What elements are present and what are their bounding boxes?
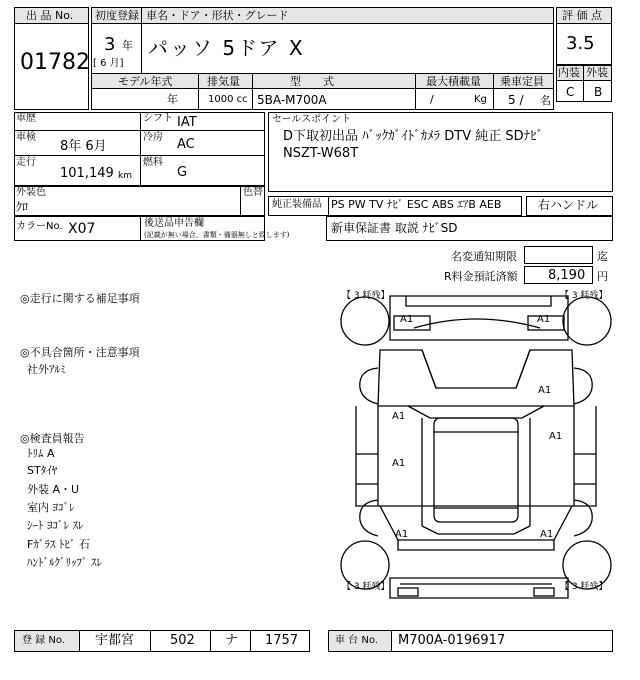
- inspector-item: ﾄﾘﾑ A: [27, 447, 55, 460]
- reg-place: 宇都宮: [95, 633, 135, 648]
- reg-class: 502: [170, 633, 195, 648]
- post-report-label: 後送品申告欄: [144, 218, 204, 229]
- first-reg-label: 初度登録: [95, 9, 139, 22]
- model-label: 型 式: [290, 75, 334, 88]
- inspector-title: ◎検査員報告: [20, 432, 85, 445]
- inspector-item: ﾊﾝﾄﾞﾙｸﾞﾘｯﾌﾟ ｽﾚ: [27, 556, 102, 569]
- exterior-grade: B: [594, 85, 603, 99]
- inspector-item: STﾀｲﾔ: [27, 464, 58, 477]
- tire-depth-front-right: 【 3 粍残】: [560, 291, 608, 301]
- capacity-unit: 名: [540, 94, 551, 107]
- damage-mark: A1: [549, 431, 563, 442]
- car-name: パッソ 5ドア X: [148, 36, 305, 60]
- interior-label: 内装: [558, 66, 580, 79]
- recycle-value: 8,190: [548, 268, 586, 283]
- exterior-label: 外装: [586, 66, 608, 79]
- year-unit: 年: [122, 39, 133, 52]
- reg-number: 1757: [265, 633, 299, 648]
- chassis-number: M700A-0196917: [398, 633, 506, 648]
- model-label-cell: [252, 73, 416, 89]
- exterior-color: ｸﾛ: [16, 200, 29, 214]
- equipment-items: PS PW TV ﾅﾋﾞ ESC ABS ｴｱB AEB: [331, 198, 502, 211]
- first-reg-year: 3: [104, 34, 116, 55]
- shift-label: シフト: [143, 113, 173, 124]
- history-label: 車歴: [16, 113, 36, 124]
- sales-points-line2: NSZT-W68T: [283, 146, 359, 161]
- driving-notes-title: ◎走行に関する補足事項: [20, 292, 140, 305]
- displacement: 1000 cc: [208, 94, 248, 105]
- inspector-item: 室内 ﾖｺﾞﾚ: [27, 501, 75, 514]
- mileage-unit: km: [118, 171, 132, 181]
- score: 3.5: [566, 33, 595, 54]
- exterior-color-label: 外装色: [16, 187, 46, 198]
- name-change-suffix: 迄: [597, 250, 608, 263]
- defects-item: 社外ｱﾙﾐ: [27, 363, 66, 376]
- damage-mark: A1: [392, 458, 406, 469]
- model-year-label: モデル年式: [118, 75, 173, 88]
- tire-depth-front-left: 【 3 粍残】: [342, 291, 390, 301]
- inspection-label: 車検: [16, 132, 36, 143]
- post-report-note: (記載が無い場合、書類・備器無しと致します): [144, 231, 290, 239]
- damage-mark: A1: [395, 529, 409, 540]
- equipment-label: 純正装備品: [272, 199, 322, 210]
- color-change-label: 色替: [243, 187, 263, 198]
- damage-mark: A1: [538, 385, 552, 396]
- capacity-label: 乗車定員: [500, 75, 544, 88]
- ac-label: 冷房: [143, 132, 163, 143]
- damage-mark: A1: [400, 314, 414, 325]
- docs: 新車保証書 取説 ﾅﾋﾞSD: [331, 221, 458, 235]
- tire-depth-rear-left: 【 3 粍残】: [342, 582, 390, 592]
- steering: 右ハンドル: [538, 198, 599, 212]
- tire-depth-rear-right: 【 3 粍残】: [560, 582, 608, 592]
- car-name-label: 車名・ドア・形状・グレード: [146, 9, 289, 22]
- mileage-label: 走行: [16, 157, 36, 168]
- lot-no-label: 出 品 No.: [26, 9, 74, 22]
- chassis-label: 車 台 No.: [335, 635, 378, 646]
- sales-points-label: セールスポイント: [272, 114, 352, 125]
- damage-mark: A1: [392, 411, 406, 422]
- mileage: 101,149: [60, 166, 114, 181]
- inspector-item: Fｶﾞﾗｽ ﾄﾋﾞ 石: [27, 538, 90, 551]
- max-load-label: 最大積載量: [426, 75, 481, 88]
- name-change-box: [524, 246, 593, 264]
- reg-kana: ナ: [225, 633, 239, 648]
- first-reg-month: [ 6 月]: [93, 58, 124, 69]
- sales-points-line1: D下取初出品 ﾊﾞｯｸｶﾞｲﾄﾞｶﾒﾗ DTV 純正 SDﾅﾋﾞ: [283, 129, 544, 144]
- ac: AC: [177, 137, 195, 152]
- displacement-label: 排気量: [207, 75, 240, 88]
- shift: IAT: [177, 115, 197, 130]
- color-no-label: カラーNo.: [16, 221, 63, 232]
- lot-no: 01782: [20, 50, 90, 75]
- damage-mark: A1: [537, 314, 551, 325]
- capacity: 5 /: [508, 93, 524, 107]
- score-label: 評 価 点: [562, 9, 602, 22]
- name-change-label: 名変通知期限: [451, 250, 517, 263]
- model: 5BA-M700A: [257, 93, 327, 107]
- color-no: X07: [68, 221, 96, 237]
- max-load-sep: /: [430, 93, 434, 106]
- recycle-label: R料金預託済額: [444, 270, 518, 283]
- inspection: 8年 6月: [60, 139, 107, 154]
- defects-title: ◎不具合箇所・注意事項: [20, 346, 140, 359]
- model-year-cell: [91, 88, 199, 110]
- reg-label: 登 録 No.: [22, 635, 65, 646]
- car-damage-diagram: [338, 288, 614, 602]
- interior-grade: C: [566, 85, 575, 99]
- fuel-label: 燃料: [143, 157, 163, 168]
- damage-mark: A1: [540, 529, 554, 540]
- recycle-suffix: 円: [597, 270, 608, 283]
- max-load-unit: Kg: [474, 94, 487, 105]
- inspector-item: 外装 A・U: [27, 483, 80, 496]
- inspector-item: ｼｰﾄ ﾖｺﾞﾚ ｽﾚ: [27, 519, 84, 532]
- model-year-unit: 年: [167, 93, 178, 106]
- fuel: G: [177, 165, 188, 180]
- exterior-color-box: [14, 186, 265, 216]
